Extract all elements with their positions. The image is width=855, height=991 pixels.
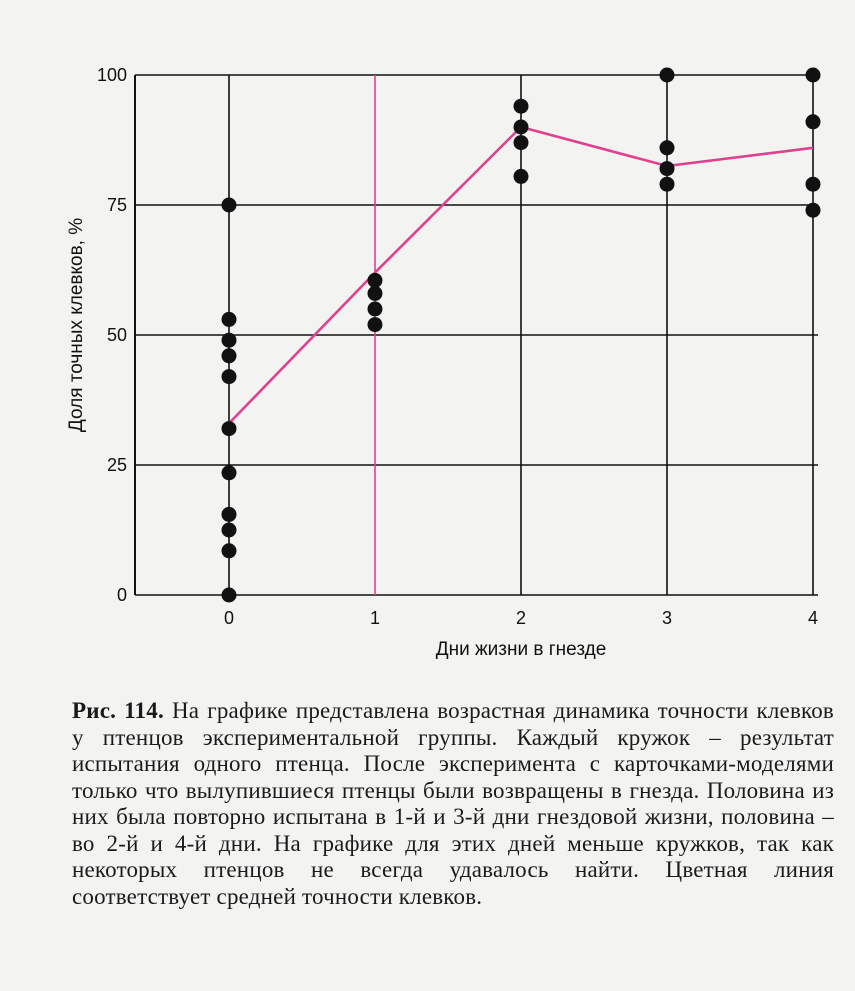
data-point (806, 203, 821, 218)
data-point (514, 135, 529, 150)
y-tick-label: 0 (116, 585, 127, 605)
data-point (368, 273, 383, 288)
data-point (514, 120, 529, 135)
x-tick-label: 2 (515, 608, 527, 628)
caption-text: На графике представлена возрастная динамика точности клевков у птенцов экспериментальной группы. Каждый кружок – результат испытания одного птенца. После эксперимента с карточками-моделями только что вылупившиеся птенцы были возвращены в гнезда. Половина из них была повторно испытана в 1-й и 3-й дни гнездовой жизни, половина – во 2-й и 4-й дни. На графике для этих дней меньше кружков, так как некоторых птенцов не всегда удавалось найти. Цветная линия соответствует средней точности клевков. (72, 698, 834, 909)
data-point (222, 312, 237, 327)
y-tick-label: 75 (106, 195, 127, 215)
data-point (514, 99, 529, 114)
data-point (222, 588, 237, 603)
data-point (514, 169, 529, 184)
data-point (806, 68, 821, 83)
x-axis-title: Дни жизни в гнезде (435, 639, 607, 660)
data-point (222, 523, 237, 538)
figure-caption (72, 698, 834, 910)
data-point (222, 507, 237, 522)
figure-number: Рис. 114. (72, 698, 164, 723)
y-tick-label: 100 (96, 65, 127, 85)
data-point (660, 140, 675, 155)
data-point (368, 286, 383, 301)
data-point (660, 161, 675, 176)
data-point (222, 543, 237, 558)
data-point (222, 369, 237, 384)
data-point (222, 198, 237, 213)
data-point (222, 333, 237, 348)
data-point (660, 177, 675, 192)
data-point (660, 68, 675, 83)
data-point (222, 465, 237, 480)
data-point (222, 348, 237, 363)
x-tick-label: 3 (661, 608, 673, 628)
data-point (368, 302, 383, 317)
data-point (222, 421, 237, 436)
data-point (368, 317, 383, 332)
x-tick-label: 4 (807, 608, 819, 628)
data-point (806, 114, 821, 129)
x-tick-label: 1 (369, 608, 381, 628)
y-tick-label: 50 (106, 325, 127, 345)
x-tick-label: 0 (223, 608, 235, 628)
data-point (806, 177, 821, 192)
y-tick-label: 25 (106, 455, 127, 475)
y-axis-title: Доля точных клевков, % (66, 217, 87, 433)
